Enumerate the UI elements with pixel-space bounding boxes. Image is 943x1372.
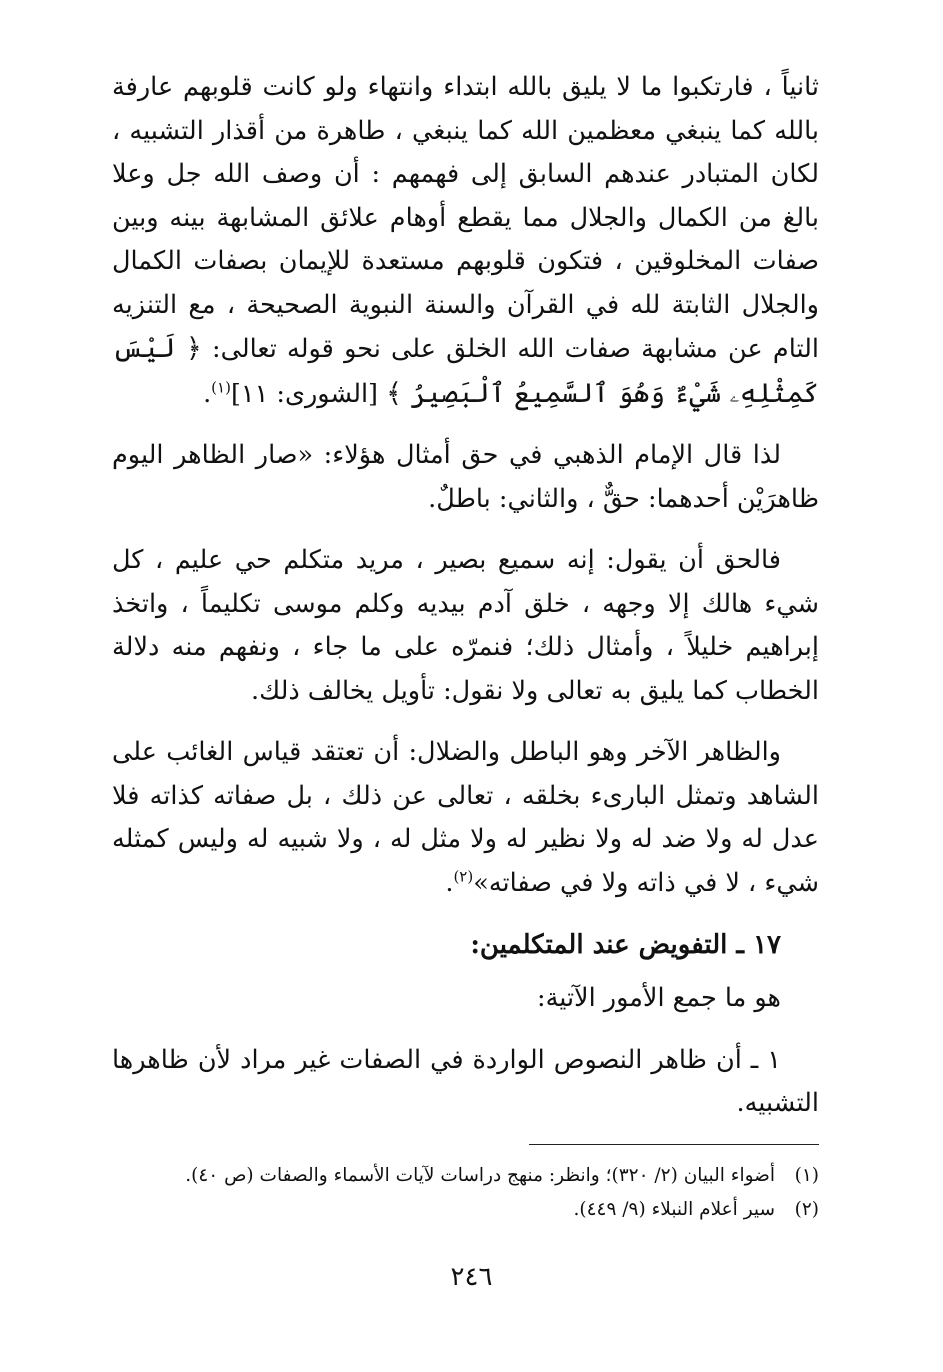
paragraph-1 <box>112 66 819 416</box>
page-number: ٢٤٦ <box>450 1262 493 1292</box>
paragraph-6: ١ ـ أن ظاهر النصوص الواردة في الصفات غير مراد لأن ظاهرها التشبيه. <box>112 1044 819 1118</box>
footnotes <box>112 1159 819 1227</box>
footnote-divider <box>529 1144 819 1145</box>
paragraph-3: فالحق أن يقول: إنه سميع بصير ، مريد متكلم حي عليم ، كل شيء هالك إلا وجهه ، خلق آدم بيديه وكلم موسى تكليماً ، واتخذ إبراهيم خليلاً ، وأمثال ذلك؛ فنمرّه على ما جاء ، ونفهم منه دلالة الخطاب كما يليق به تعالى ولا نقول: تأويل يخالف ذلك. <box>112 545 819 706</box>
footnote-1-text: أضواء البيان (٢/ ٣٢٠)؛ وانظر: منهج دراسات لآيات الأسماء والصفات (ص ٤٠). <box>185 1164 775 1186</box>
quran-verse: ﴿ لَيْسَ كَمِثْلِهِۦ شَيْءٌ وَهُوَ ٱلسَّمِيعُ ٱلْبَصِيرُ ﴾ <box>112 333 819 409</box>
paragraph-1-end: . <box>203 378 212 409</box>
paragraph-4 <box>112 731 819 905</box>
footnote-1-number: (١) <box>794 1164 819 1186</box>
paragraph-4-end: . <box>445 867 454 898</box>
paragraph-5: هو ما جمع الأمور الآتية: <box>536 983 781 1013</box>
paragraph-4-text: والظاهر الآخر وهو الباطل والضلال: أن تعتقد قياس الغائب على الشاهد وتمثل البارىء بخلقه ، تعالى عن ذلك ، بل صفاته كذاته فلا عدل له ولا ضد له ولا نظير له ولا مثل له ، ولا شبيه له وليس كمثله شيء ، لا في ذاته ولا في صفاته» <box>112 737 819 898</box>
footnote-2-number: (٢) <box>794 1198 819 1220</box>
footnote-ref-2[interactable]: (٢) <box>453 867 474 885</box>
footnote-2 <box>112 1193 819 1227</box>
footnote-divider-wrap <box>112 1144 819 1145</box>
footnote-ref-1[interactable]: (١) <box>211 378 231 396</box>
paragraph-2: لذا قال الإمام الذهبي في حق أمثال هؤلاء: «صار الظاهر اليوم ظاهرَيْن أحدهما: حقٌّ ، والثاني: باطلٌ. <box>112 440 819 514</box>
paragraph-1-text: ثانياً ، فارتكبوا ما لا يليق بالله ابتداء وانتهاء ولو كانت قلوبهم عارفة بالله كما ينبغي معظمين الله كما ينبغي ، طاهرة من أقذار التشبيه ، لكان المتبادر عندهم السابق إلى فهمهم : أن وصف الله جل وعلا بالغ من الكمال والجلال مما يقطع أوهام علائق المشابهة بينه وبين صفات المخلوقين ، فتكون قلوبهم مستعدة للإيمان بصفات الكمال والجلال الثابتة لله في القرآن والسنة النبوية الصحيحة ، مع التنزيه التام عن مشابهة صفات الله الخلق على نحو قوله تعالى: <box>112 72 820 364</box>
footnote-2-text: سير أعلام النبلاء (٩/ ٤٤٩). <box>573 1198 775 1220</box>
verse-reference: [الشورى: ١١] <box>230 378 379 409</box>
section-heading: ١٧ ـ التفويض عند المتكلمين: <box>470 930 781 960</box>
footnote-1 <box>112 1159 819 1193</box>
